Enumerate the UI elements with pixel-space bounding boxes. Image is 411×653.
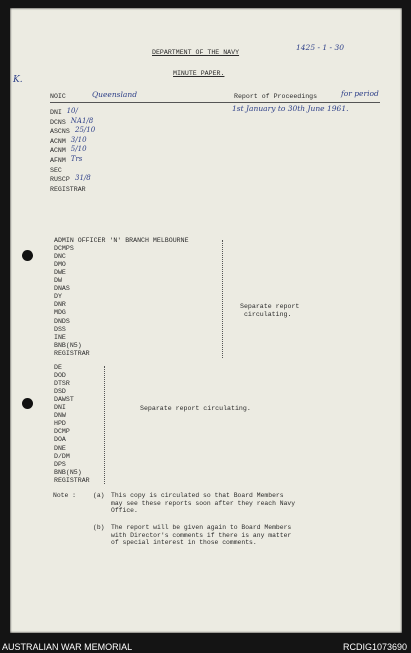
distribution-initials: NA1/8 xyxy=(70,116,94,125)
department-heading: DEPARTMENT OF THE NAVY xyxy=(152,49,240,56)
block-1-item: ADMIN OFFICER 'N' BRANCH MELBOURNE xyxy=(54,237,189,244)
block-1-item: DWE xyxy=(54,269,66,277)
block-1-item: DY xyxy=(54,293,62,301)
block-1-item: DNC xyxy=(54,253,66,261)
header-rule xyxy=(50,102,380,103)
block-1-item: DNR xyxy=(54,301,66,309)
noic-label: NOIC xyxy=(50,93,66,100)
block-1-item: REGISTRAR xyxy=(54,349,90,357)
block-1-remark: Separate report circulating. xyxy=(240,303,300,318)
block-1-item: MDG xyxy=(54,309,66,317)
report-label: Report of Proceedings xyxy=(234,93,318,100)
margin-annotation: K. xyxy=(13,75,23,85)
noic-handwritten: Queensland xyxy=(92,90,138,99)
note-b-text: The report will be given again to Board Members with Director's comments if there is any matter of special interest in those comments. xyxy=(111,524,292,547)
block-1-item: DSS xyxy=(54,325,66,333)
distribution-code: ACNM xyxy=(50,147,66,155)
distribution-initials: 25/10 xyxy=(75,126,96,135)
distribution-code: ACNM xyxy=(50,137,66,145)
block-2-item: DTSR xyxy=(54,380,70,388)
block-2-item: DNE xyxy=(54,444,66,452)
footer-id: RCDIG1073690 xyxy=(342,642,407,652)
block-2-item: D/DM xyxy=(54,452,70,460)
distribution-initials: 10/ xyxy=(66,107,78,115)
distribution-initials: Trs xyxy=(70,155,83,163)
note-a-text: This copy is circulated so that Board Members may see these reports soon after they reach Navy Office. xyxy=(111,492,296,515)
punch-hole-top xyxy=(22,250,33,261)
block-2-item: DOD xyxy=(54,372,66,380)
note-a-label: (a) xyxy=(93,492,105,499)
block-2-item: DCMP xyxy=(54,428,70,436)
block-2-item: DE xyxy=(54,364,62,371)
distribution-code: ASCNS xyxy=(50,128,70,136)
brace-block-1 xyxy=(219,240,223,358)
distribution-initials: 5/10 xyxy=(70,145,87,154)
report-handwritten-1: for period xyxy=(341,89,379,98)
block-2-item: BNB(N5) xyxy=(54,468,82,476)
distribution-code: SEC xyxy=(50,166,62,174)
block-2-item: DSD xyxy=(54,388,66,396)
block-2-item: DOA xyxy=(54,436,66,444)
file-reference: 1425 - 1 - 30 xyxy=(296,43,345,52)
block-1-item: DMO xyxy=(54,261,66,269)
distribution-initials: 3/10 xyxy=(70,135,87,144)
note-b-label: (b) xyxy=(93,524,105,531)
block-1-item: DW xyxy=(54,277,62,285)
distribution-initials: 31/8 xyxy=(75,174,91,183)
block-2-item: DPS xyxy=(54,460,66,468)
distribution-code: DNI xyxy=(50,109,62,116)
footer-source: AUSTRALIAN WAR MEMORIAL xyxy=(2,642,133,652)
block-1-item: DNDS xyxy=(54,317,70,325)
block-2-item: DNI xyxy=(54,404,66,412)
minute-paper-heading: MINUTE PAPER. xyxy=(173,70,225,77)
distribution-code: REGISTRAR xyxy=(50,185,86,193)
block-1-item: DNAS xyxy=(54,285,70,293)
block-2-item: DAWST xyxy=(54,396,74,404)
distribution-code: DCNS xyxy=(50,118,66,126)
block-2-item: REGISTRAR xyxy=(54,476,90,484)
block-2-remark: Separate report circulating. xyxy=(140,405,251,412)
report-handwritten-2: 1st January to 30th June 1961. xyxy=(232,104,349,113)
block-1-item: DCMPS xyxy=(54,245,74,253)
brace-block-2 xyxy=(101,366,105,484)
distribution-code: AFNM xyxy=(50,157,66,164)
note-label: Note : xyxy=(53,492,77,499)
block-1-item: INE xyxy=(54,333,66,341)
punch-hole-bottom xyxy=(22,398,33,409)
block-2-item: DNW xyxy=(54,412,66,420)
distribution-code: RUSCP xyxy=(50,176,70,184)
block-1-item: BNB(N5) xyxy=(54,341,82,349)
block-2-item: HPD xyxy=(54,420,66,428)
